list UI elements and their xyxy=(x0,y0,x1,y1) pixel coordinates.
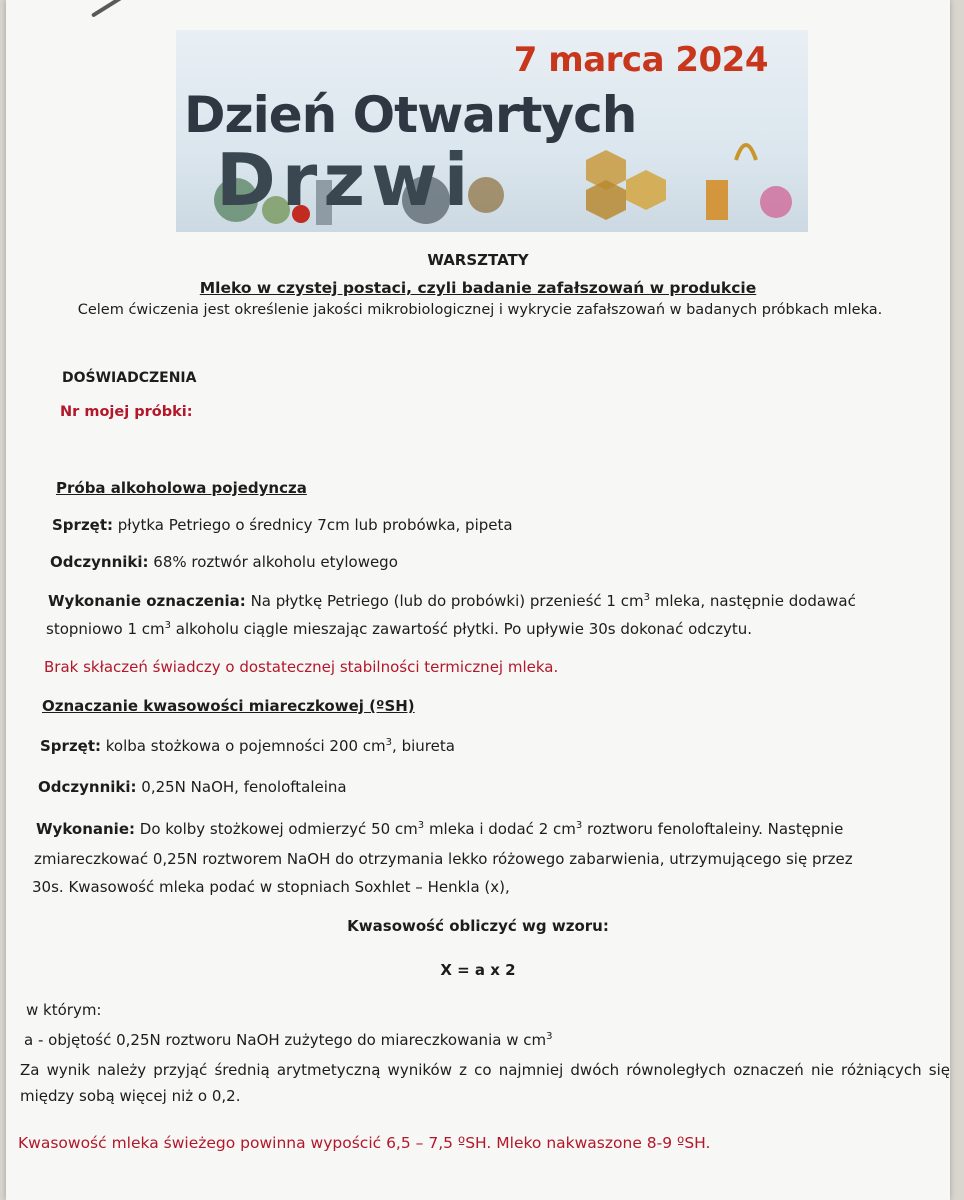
banner-title-line2: Drzwi xyxy=(216,138,475,222)
sample-number-label: Nr mojej próbki: xyxy=(60,404,193,420)
section-label: WARSZTATY xyxy=(427,251,529,269)
test2-reagents: Odczynniki: 0,25N NaOH, fenoloftaleina xyxy=(38,778,347,796)
test1-conclusion: Brak skłaczeń świadczy o dostatecznej stabilności termicznej mleka. xyxy=(44,658,559,676)
formula-heading: Kwasowość obliczyć wg wzoru: xyxy=(347,917,609,935)
banner-title-line1: Dzień Otwartych xyxy=(184,86,637,144)
test1-procedure-line1: Wykonanie oznaczenia: Na płytkę Petriego (lub do probówki) przenieść 1 $cm^3$ mleka, następnie dodawać xyxy=(48,592,856,610)
workshop-title: Mleko w czystej postaci, czyli badanie zafałszowań w produkcie xyxy=(199,279,757,297)
banner-date: 7 marca 2024 xyxy=(513,40,768,80)
formula-where: w którym: xyxy=(26,1001,102,1019)
test1-title: Próba alkoholowa pojedyncza xyxy=(56,479,307,497)
formula-variable-definition: a - objętość 0,25N roztworu NaOH zużytego do miareczkowania w $cm^3$ xyxy=(24,1031,553,1049)
test1-equipment: Sprzęt: płytka Petriego o średnicy 7cm lub probówka, pipeta xyxy=(52,516,513,534)
test1-procedure-line2: stopniowo 1 $cm^3$ alkoholu ciągle mieszając zawartość płytki. Po upływie 30s dokonać odczytu. xyxy=(46,620,752,638)
event-banner xyxy=(176,30,808,232)
test2-equipment: Sprzęt: kolba stożkowa o pojemności 200 $cm^3$, biureta xyxy=(40,737,455,755)
result-note: Za wynik należy przyjąć średnią arytmetyczną wyników z co najmniej dwóch równoległych oznaczeń nie różniących się między sobą więcej niż o 0,2. xyxy=(20,1061,950,1105)
test2-procedure-line2: zmiareczkować 0,25N roztworem NaOH do otrzymania lekko różowego zabarwienia, utrzymującego się przez xyxy=(34,850,853,868)
test2-procedure-line1: Wykonanie: Do kolby stożkowej odmierzyć 50 $cm^3$ mleka i dodać 2 $cm^3$ roztworu fenoloftaleiny. Następnie xyxy=(36,820,844,838)
test1-reagents: Odczynniki: 68% roztwór alkoholu etylowego xyxy=(50,553,398,571)
document-page xyxy=(6,0,950,1200)
formula: X = a x 2 xyxy=(440,961,516,979)
experiments-heading: DOŚWIADCZENIA xyxy=(62,370,197,386)
test2-procedure-line3: 30s. Kwasowość mleka podać w stopniach Soxhlet – Henkla (x), xyxy=(32,878,510,896)
test2-title: Oznaczanie kwasowości miareczkowej (ºSH) xyxy=(42,697,415,715)
pen-mark xyxy=(91,0,132,18)
workshop-aim: Celem ćwiczenia jest określenie jakości mikrobiologicznej i wykrycie zafałszowań w badanych próbkach mleka. xyxy=(77,302,883,318)
test2-conclusion: Kwasowość mleka świeżego powinna wypościć 6,5 – 7,5 ºSH. Mleko nakwaszone 8-9 ºSH. xyxy=(18,1134,711,1152)
